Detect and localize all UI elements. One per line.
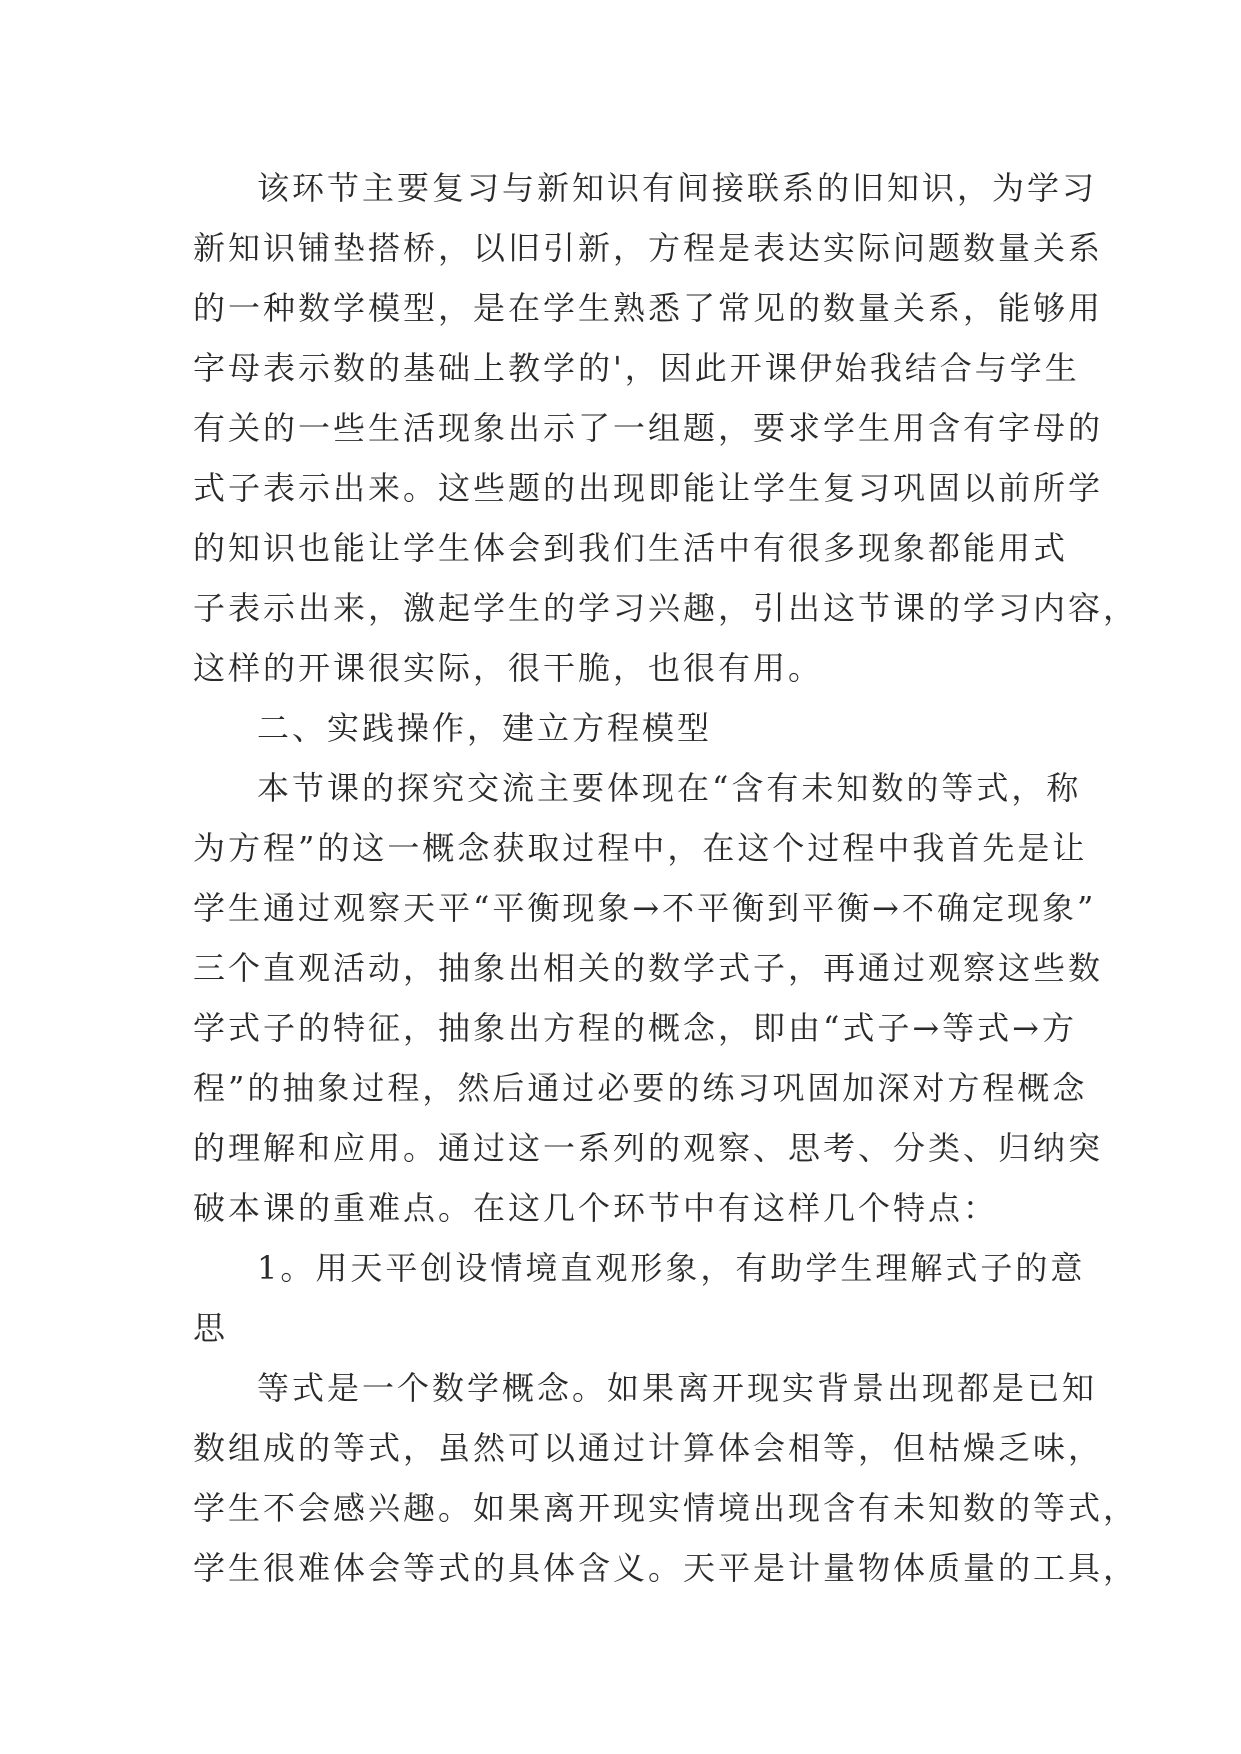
paragraph-line: 等式是一个数学概念。如果离开现实背景出现都是已知: [257, 1369, 1098, 1407]
section-heading: 二、实践操作，建立方程模型: [257, 709, 713, 747]
paragraph-line: 学生很难体会等式的具体含义。天平是计量物体质量的工具，: [193, 1549, 1139, 1587]
paragraph-line: 数组成的等式，虽然可以通过计算体会相等，但枯燥乏味，: [193, 1429, 1104, 1467]
paragraph-line: 学生不会感兴趣。如果离开现实情境出现含有未知数的等式，: [193, 1489, 1139, 1527]
paragraph-line: 的一种数学模型，是在学生熟悉了常见的数量关系，能够用: [193, 289, 1104, 327]
paragraph-line: 的知识也能让学生体会到我们生活中有很多现象都能用式: [193, 529, 1069, 567]
paragraph-line: 子表示出来，激起学生的学习兴趣，引出这节课的学习内容，: [193, 589, 1139, 627]
paragraph-line: 学生通过观察天平“平衡现象→不平衡到平衡→不确定现象”: [193, 889, 1097, 927]
subsection-heading: 思: [193, 1309, 229, 1347]
paragraph-line: 学式子的特征，抽象出方程的概念，即由“式子→等式→方: [193, 1009, 1077, 1047]
paragraph-line: 三个直观活动，抽象出相关的数学式子，再通过观察这些数: [193, 949, 1104, 987]
paragraph-line: 这样的开课很实际，很干脆，也很有用。: [193, 649, 824, 687]
paragraph-line: 新知识铺垫搭桥，以旧引新，方程是表达实际问题数量关系: [193, 229, 1104, 267]
paragraph-line: 的理解和应用。通过这一系列的观察、思考、分类、归纳突: [193, 1129, 1104, 1167]
paragraph-line: 程”的抽象过程，然后通过必要的练习巩固加深对方程概念: [193, 1069, 1088, 1107]
paragraph-line: 字母表示数的基础上教学的'，因此开课伊始我结合与学生: [193, 349, 1080, 387]
paragraph-line: 本节课的探究交流主要体现在“含有未知数的等式，称: [257, 769, 1082, 807]
paragraph-line: 为方程”的这一概念获取过程中，在这个过程中我首先是让: [193, 829, 1088, 867]
paragraph-line: 破本课的重难点。在这几个环节中有这样几个特点：: [193, 1189, 999, 1227]
document-page: [193, 158, 1139, 1598]
paragraph-line: 式子表示出来。这些题的出现即能让学生复习巩固以前所学: [193, 469, 1104, 507]
paragraph-line: 该环节主要复习与新知识有间接联系的旧知识，为学习: [257, 169, 1098, 207]
subsection-heading: 1。用天平创设情境直观形象，有助学生理解式子的意: [257, 1249, 1086, 1287]
paragraph-line: 有关的一些生活现象出示了一组题，要求学生用含有字母的: [193, 409, 1104, 447]
